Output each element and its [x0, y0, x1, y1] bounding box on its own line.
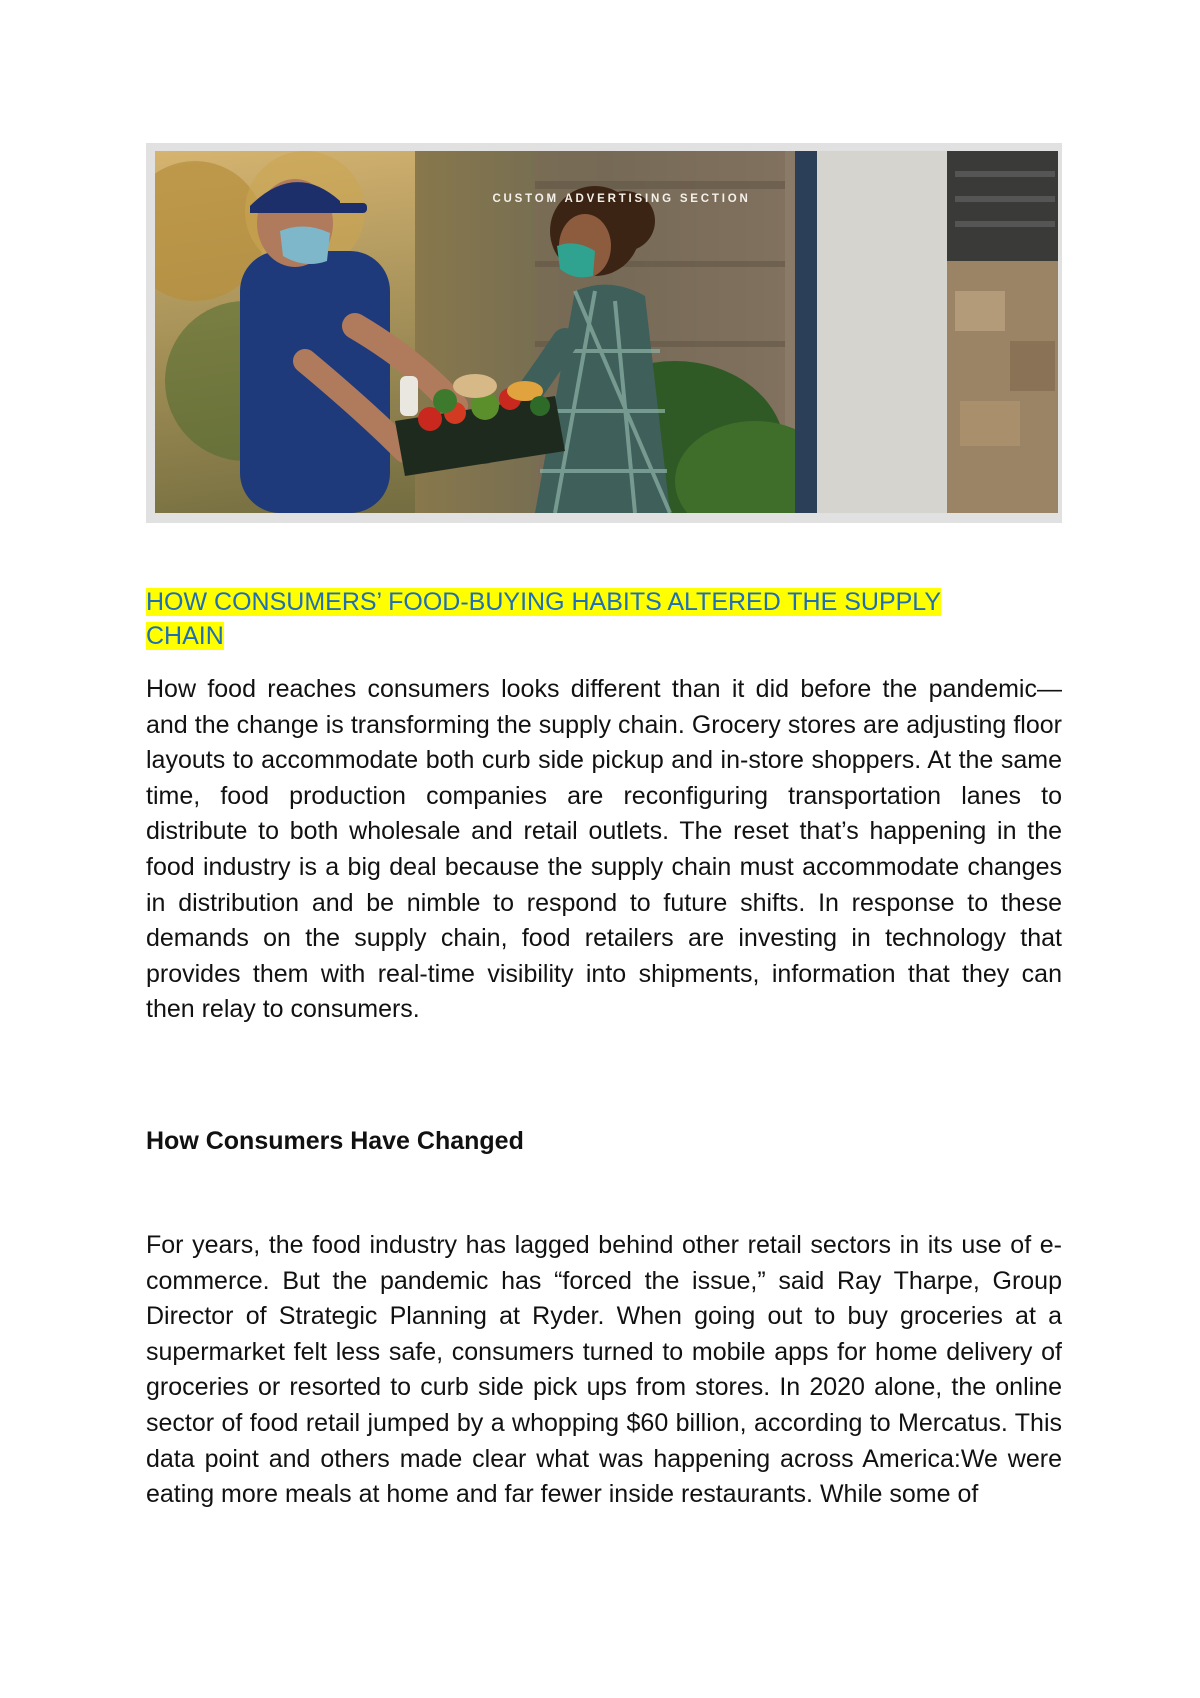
- section-subheading: How Consumers Have Changed: [146, 1127, 524, 1155]
- article-paragraph-1: How food reaches consumers looks different than it did before the pandemic— and the change is transforming the supply chain. Grocery stores are adjusting floor layouts to accommodate both curb side pickup and in-store shoppers. At the same time, food production companies are reconfiguring transportation lanes to distribute to both wholesale and retail outlets. The reset that’s happening in the food industry is a big deal because the supply chain must accommodate changes in distribution and be nimble to respond to future shifts. In response to these demands on the supply chain, food retailers are investing in technology that provides them with real-time visibility into shipments, information that they can then relay to consumers.: [146, 675, 1062, 1024]
- headline-line-1: HOW CONSUMERS’ FOOD-BUYING HABITS ALTERED THE SUPPLY: [146, 588, 942, 616]
- headline-line-2: CHAIN: [146, 622, 224, 650]
- hero-caption: CUSTOM ADVERTISING SECTION: [492, 193, 751, 205]
- hero-illustration: [155, 151, 1058, 513]
- article-paragraph-2: For years, the food industry has lagged behind other retail sectors in its use of e-commerce. But the pandemic has “forced the issue,” said Ray Tharpe, Group Director of Strategic Planning at Ryder. When going out to buy groceries at a supermarket felt less safe, consumers turned to mobile apps for home delivery of groceries or resorted to curb side pick ups from stores. In 2020 alone, the online sector of food retail jumped by a whopping $60 billion, according to Mercatus. This data point and others made clear what was happening across America:We were eating more meals at home and far fewer inside restaurants. While some of: [146, 1231, 1062, 1509]
- hero-image: [155, 151, 1058, 513]
- article-headline: [146, 585, 1062, 653]
- hero-image-frame: [146, 143, 1062, 523]
